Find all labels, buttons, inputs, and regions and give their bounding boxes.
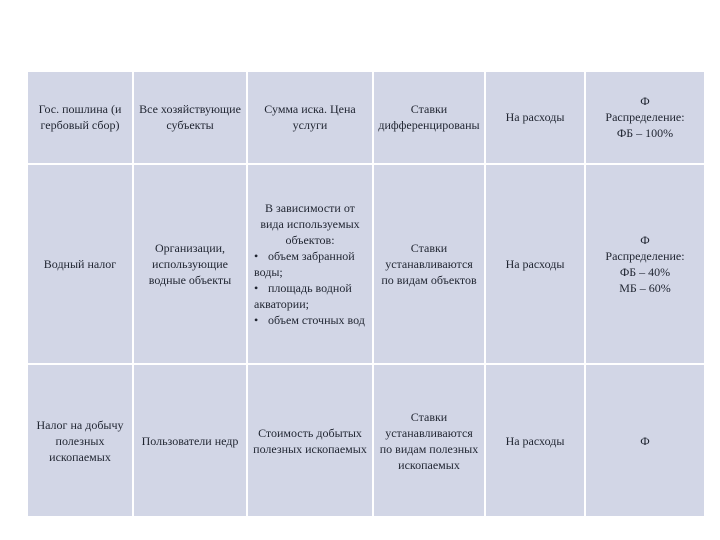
budget-level: Ф	[640, 94, 650, 109]
budget-share-mb: МБ – 60%	[619, 280, 671, 295]
tax-table-container	[26, 70, 706, 518]
list-item	[252, 280, 368, 312]
expenses-cell: На расходы	[486, 72, 584, 163]
tax-base-cell	[248, 165, 372, 364]
budget-cell	[586, 365, 704, 516]
tax-name-cell: Водный налог	[28, 165, 132, 364]
table-row	[28, 165, 704, 364]
list-item	[252, 312, 368, 328]
budget-distribution-label: Распределение:	[605, 110, 685, 125]
tax-name-cell: Налог на добычу полезных ископаемых	[28, 365, 132, 516]
payers-cell: Организации, использующие водные объекты	[134, 165, 246, 364]
tax-base-cell: Сумма иска. Цена услуги	[248, 72, 372, 163]
tax-base-intro: В зависимости от вида используемых объектов:	[260, 200, 360, 247]
tax-name-cell: Гос. пошлина (и гербовый сбор)	[28, 72, 132, 163]
list-item-text: объем забранной воды;	[254, 248, 355, 279]
rates-cell: Ставки устанавливаются по видам полезных ископаемых	[374, 365, 484, 516]
table-row	[28, 72, 704, 163]
tax-table	[26, 70, 706, 518]
rates-cell: Ставки дифференцированы	[374, 72, 484, 163]
budget-share-fb: ФБ – 100%	[616, 126, 674, 141]
payers-cell: Пользователи недр	[134, 365, 246, 516]
budget-distribution-label: Распределение:	[605, 248, 685, 263]
payers-cell: Все хозяйствующие субъекты	[134, 72, 246, 163]
list-item-text: объем сточных вод	[268, 312, 365, 327]
rates-cell: Ставки устанавливаются по видам объектов	[374, 165, 484, 364]
bullet-icon: •	[254, 248, 259, 263]
budget-cell	[586, 165, 704, 364]
budget-share-fb: ФБ – 40%	[619, 264, 671, 279]
list-item-text: площадь водной акватории;	[254, 280, 352, 311]
budget-level: Ф	[640, 232, 650, 247]
expenses-cell: На расходы	[486, 365, 584, 516]
tax-base-cell: Стоимость добытых полезных ископаемых	[248, 365, 372, 516]
bullet-icon: •	[254, 312, 259, 327]
table-row	[28, 365, 704, 516]
budget-cell	[586, 72, 704, 163]
budget-level: Ф	[640, 433, 650, 448]
expenses-cell: На расходы	[486, 165, 584, 364]
bullet-icon: •	[254, 280, 259, 295]
list-item	[252, 248, 368, 280]
